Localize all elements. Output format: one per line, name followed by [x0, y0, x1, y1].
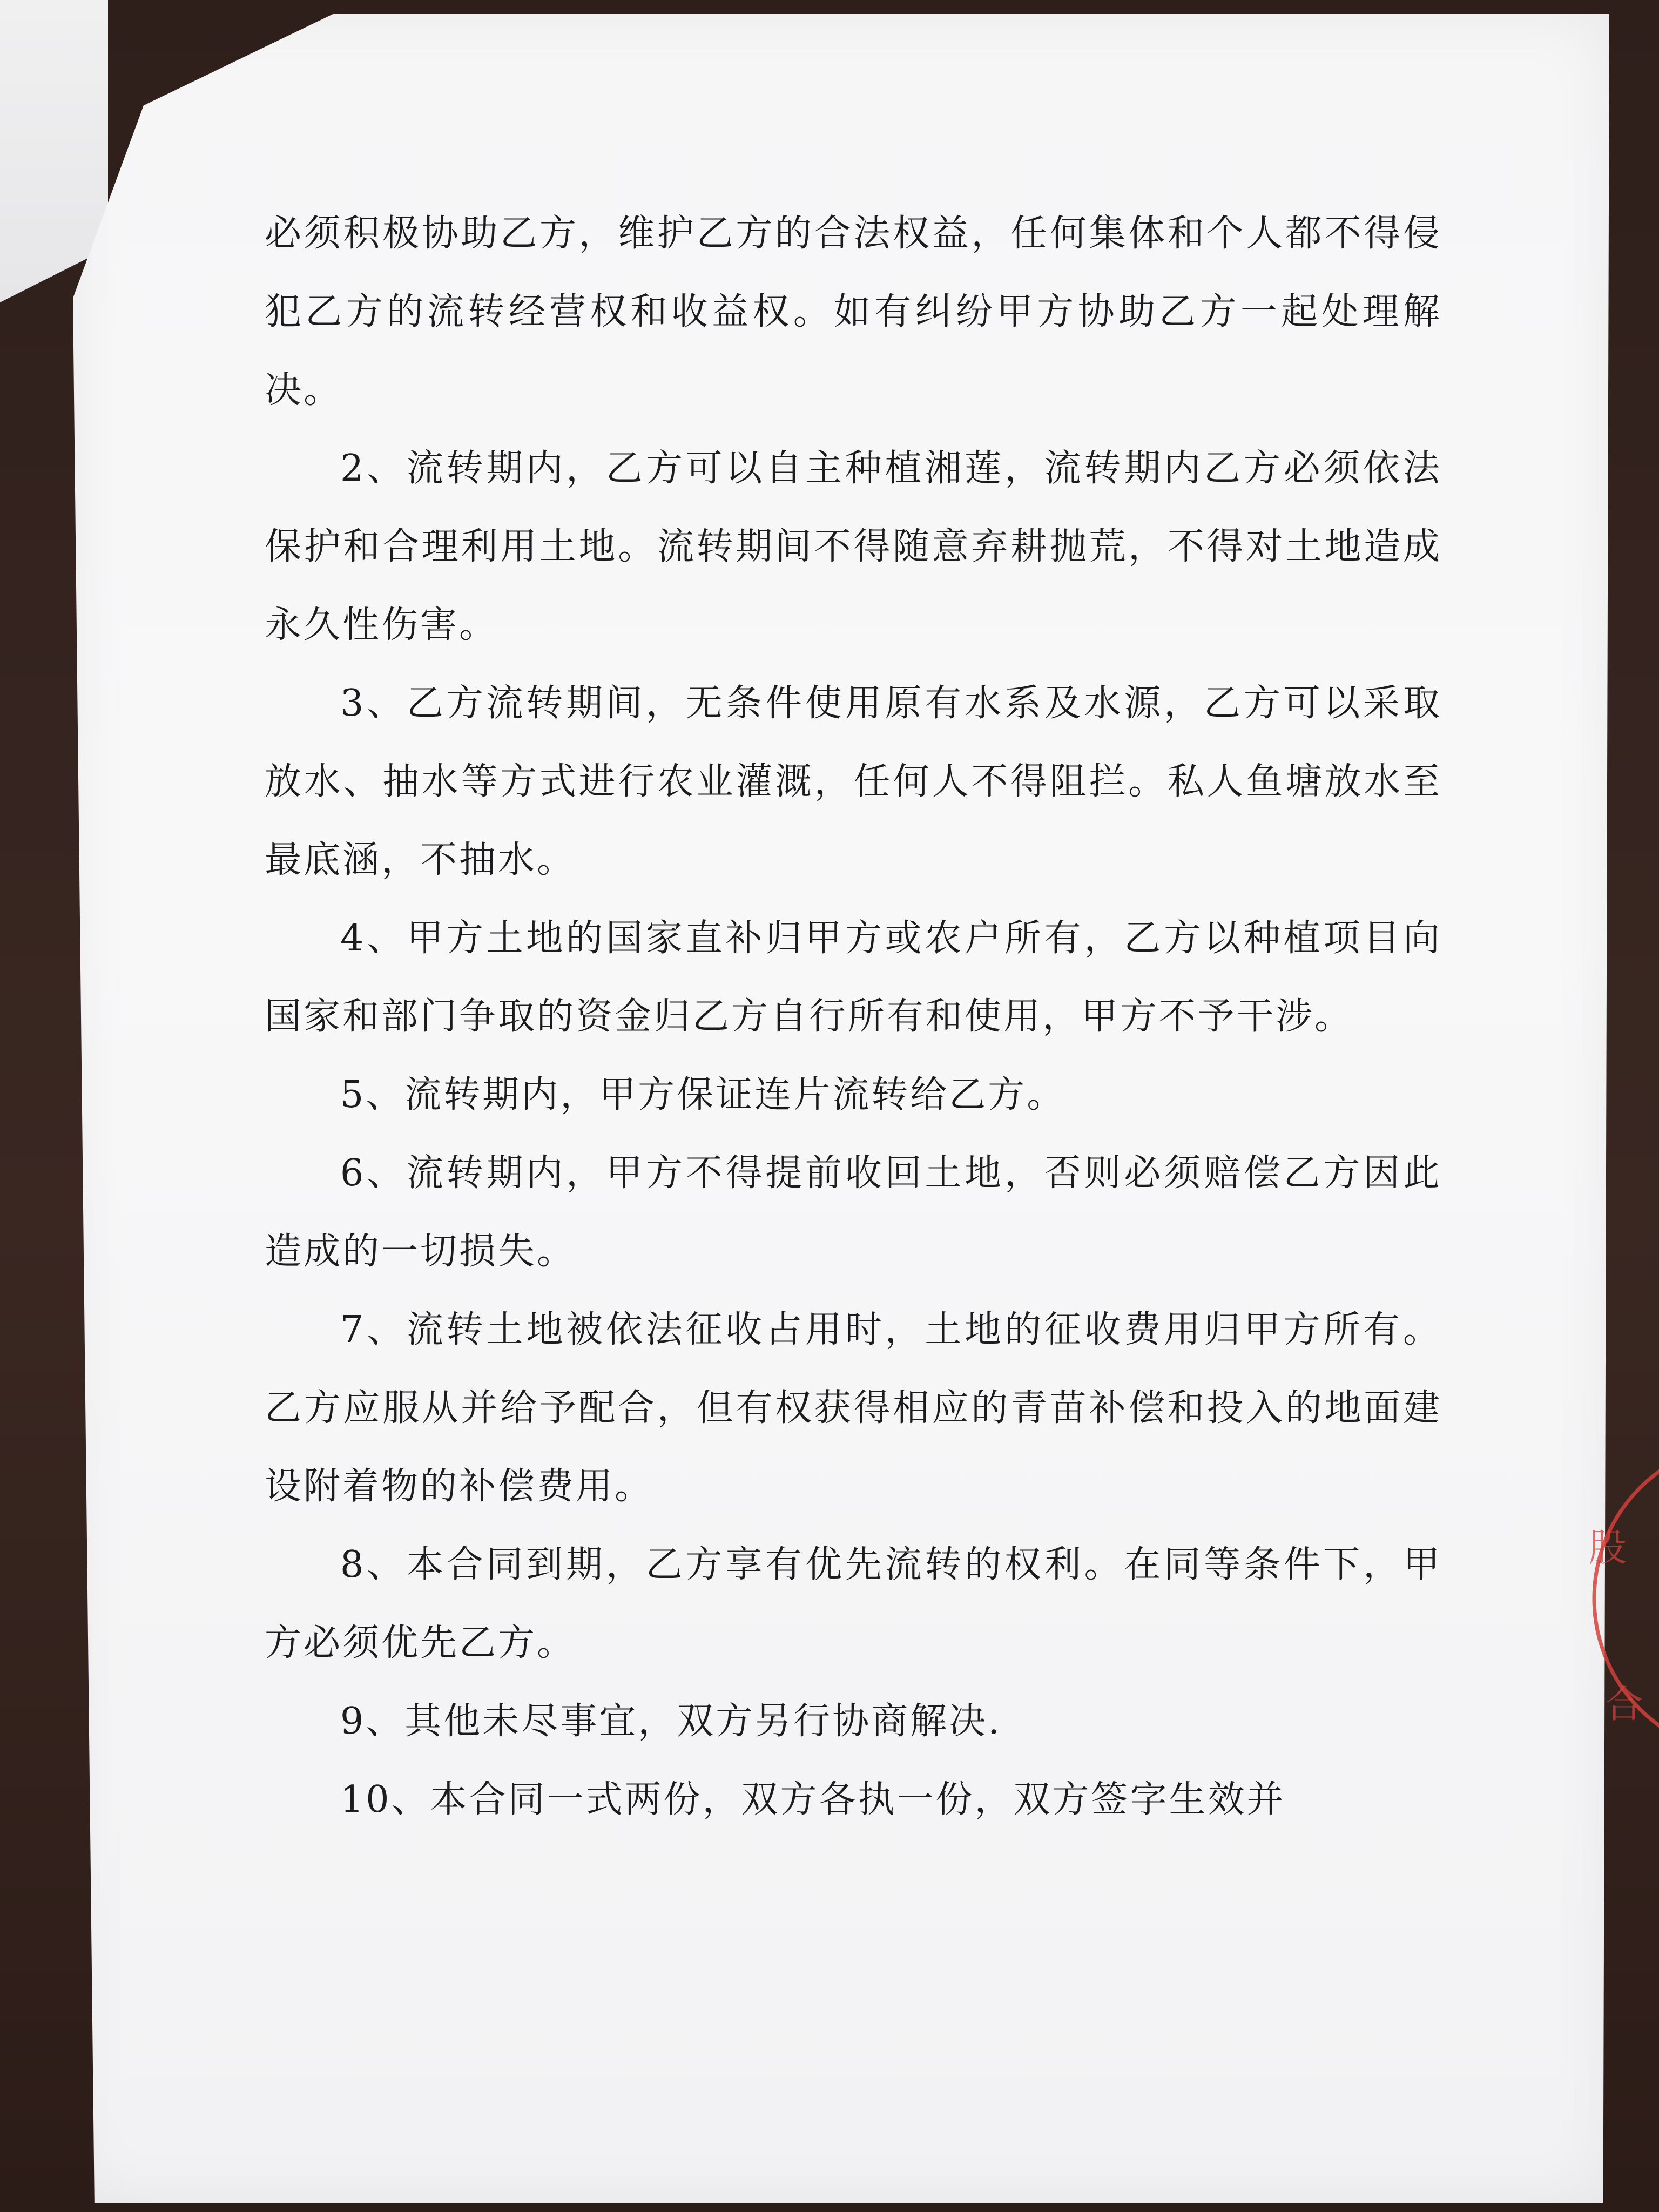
clause-2: 2、流转期内，乙方可以自主种植湘莲，流转期内乙方必须依法保护和合理利用土地。流转期间不得随意弃耕抛荒，不得对土地造成永久性伤害。 — [265, 447, 1442, 646]
clause-9: 9、其他未尽事宜，双方另行协商解决. — [340, 1700, 1002, 1743]
clause-8: 8、本合同到期，乙方享有优先流转的权利。在同等条件下，甲方必须优先乙方。 — [265, 1543, 1442, 1664]
clause-7: 7、流转土地被依法征收占用时，土地的征收费用归甲方所有。乙方应服从并给予配合，但有权获得相应的青苗补偿和投入的地面建设附着物的补偿费用。 — [265, 1309, 1442, 1508]
svg-text:合: 合 — [1605, 1682, 1643, 1727]
paragraph-continuation: 必须积极协助乙方，维护乙方的合法权益，任何集体和个人都不得侵犯乙方的流转经营权和收益权。如有纠纷甲方协助乙方一起处理解决。 — [265, 212, 1442, 412]
clause-10: 10、本合同一式两份，双方各执一份，双方签字生效并 — [340, 1778, 1286, 1821]
clause-5: 5、流转期内，甲方保证连片流转给乙方。 — [340, 1074, 1066, 1116]
svg-text:股: 股 — [1589, 1526, 1627, 1570]
clause-3: 3、乙方流转期间，无条件使用原有水系及水源，乙方可以采取放水、抽水等方式进行农业灌溉，任何人不得阻拦。私人鱼塘放水至最底涵，不抽水。 — [265, 682, 1442, 881]
contract-text — [265, 194, 1442, 1839]
red-seal-stamp — [1573, 1437, 1659, 1761]
clause-4: 4、甲方土地的国家直补归甲方或农户所有，乙方以种植项目向国家和部门争取的资金归乙方自行所有和使用，甲方不予干涉。 — [265, 917, 1442, 1038]
clause-6: 6、流转期内，甲方不得提前收回土地，否则必须赔偿乙方因此造成的一切损失。 — [265, 1152, 1442, 1273]
